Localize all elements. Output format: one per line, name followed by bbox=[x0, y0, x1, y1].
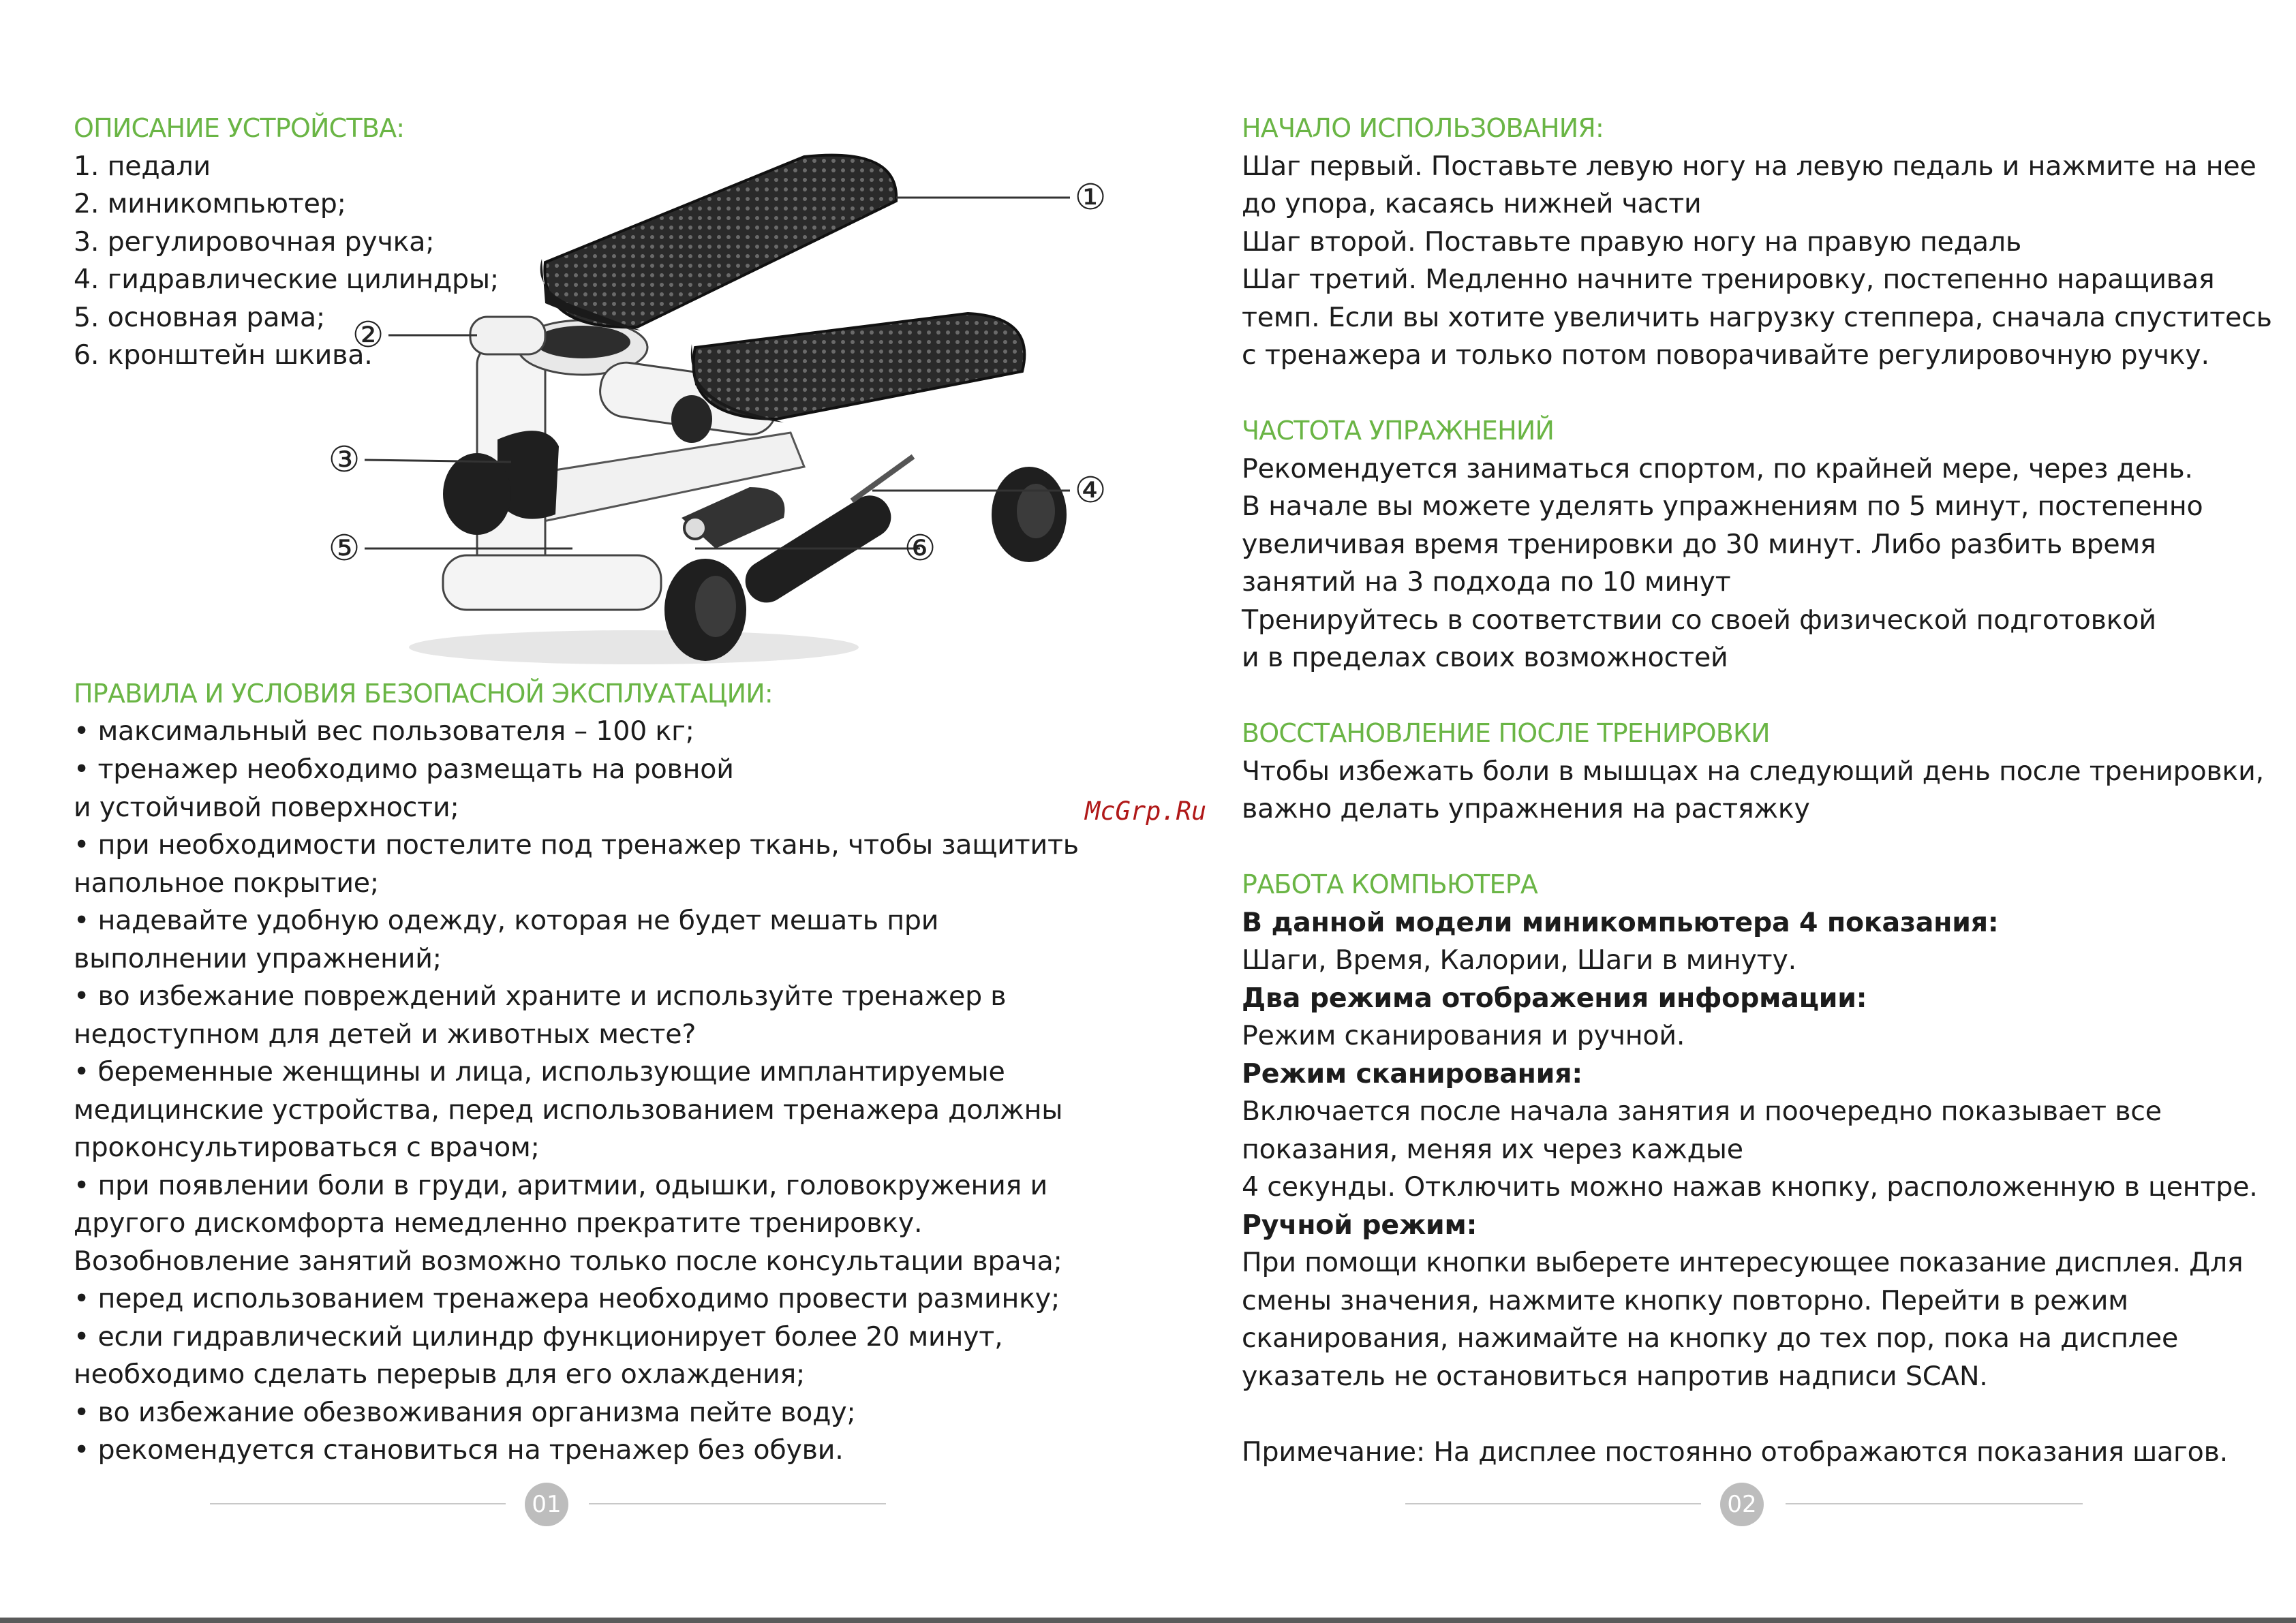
callout-1: ① bbox=[1074, 177, 1107, 218]
left-text-line: • перед использованием тренажера необходимо провести разминку; bbox=[74, 1283, 1060, 1314]
right-text-line: 4 секунды. Отключить можно нажав кнопку, расположенную в центре. bbox=[1242, 1171, 2258, 1203]
left-text-line: • во избежание обезвоживания организма пейте воду; bbox=[74, 1397, 856, 1428]
page-number-left: 01 bbox=[525, 1483, 568, 1526]
footer-rule-left-a bbox=[210, 1503, 506, 1504]
rear-tube bbox=[470, 317, 545, 354]
right-text-line: и в пределах своих возможностей bbox=[1242, 642, 1728, 673]
callout-6: ⑥ bbox=[904, 528, 936, 569]
right-text-line: Включается после начала занятия и поочередно показывает все bbox=[1242, 1096, 2162, 1127]
right-text-line: В начале вы можете уделять упражнениям по 5 минут, постепенно bbox=[1242, 491, 2203, 522]
right-text-line: Рекомендуется заниматься спортом, по крайней мере, через день. bbox=[1242, 453, 2193, 484]
right-text-line: Примечание: На дисплее постоянно отображаются показания шагов. bbox=[1242, 1436, 2229, 1468]
left-text-line: другого дискомфорта немедленно прекратите тренировку. bbox=[74, 1207, 923, 1239]
right-text-line: смены значения, нажмите кнопку повторно. Перейти в режим bbox=[1242, 1285, 2128, 1316]
callout-3: ③ bbox=[328, 439, 361, 480]
left-text-line: медицинские устройства, перед использованием тренажера должны bbox=[74, 1094, 1063, 1126]
left-text-line: выполнении упражнений; bbox=[74, 943, 442, 974]
right-text-line: указатель не остановиться напротив надписи SCAN. bbox=[1242, 1361, 1988, 1392]
right-text-line: Режим сканирования: bbox=[1242, 1058, 1582, 1089]
left-text-line: • надевайте удобную одежду, которая не будет мешать при bbox=[74, 905, 939, 936]
footer-rule-right-b bbox=[1786, 1503, 2083, 1504]
watermark: McGrp.Ru bbox=[1085, 797, 1207, 826]
callout-2: ② bbox=[352, 315, 384, 356]
right-heading: ВОССТАНОВЛЕНИЕ ПОСЛЕ ТРЕНИРОВКИ bbox=[1242, 718, 1770, 748]
left-heading: ОПИСАНИЕ УСТРОЙСТВА: bbox=[74, 113, 405, 143]
left-heading: ПРАВИЛА И УСЛОВИЯ БЕЗОПАСНОЙ ЭКСПЛУАТАЦИИ: bbox=[74, 679, 773, 709]
footer-rule-left-b bbox=[589, 1503, 886, 1504]
callout-5: ⑤ bbox=[328, 528, 361, 569]
left-text-line: 3. регулировочная ручка; bbox=[74, 226, 435, 258]
right-text-line: увеличивая время тренировки до 30 минут. Либо разбить время bbox=[1242, 529, 2156, 560]
right-text-line: показания, меняя их через каждые bbox=[1242, 1134, 1743, 1165]
left-text-line: 5. основная рама; bbox=[74, 302, 325, 333]
right-text-line: занятий на 3 подхода по 10 минут bbox=[1242, 566, 1731, 598]
right-text-line: с тренажера и только потом поворачивайте регулировочную ручку. bbox=[1242, 339, 2209, 371]
pedal-left bbox=[545, 155, 896, 328]
right-text-line: В данной модели миникомпьютера 4 показания: bbox=[1242, 907, 1999, 938]
floor-shadow bbox=[409, 630, 859, 664]
stepper-illustration bbox=[313, 146, 1213, 678]
left-text-line: 4. гидравлические цилиндры; bbox=[74, 264, 499, 295]
left-text-line: • тренажер необходимо размещать на ровной bbox=[74, 754, 734, 785]
right-text-line: темп. Если вы хотите увеличить нагрузку степпера, сначала спуститесь bbox=[1242, 302, 2272, 333]
left-text-line: напольное покрытие; bbox=[74, 867, 380, 899]
callout-4: ④ bbox=[1074, 470, 1107, 511]
right-text-line: Чтобы избежать боли в мышцах на следующий день после тренировки, bbox=[1242, 756, 2264, 787]
foot-rear bbox=[443, 453, 511, 535]
right-text-line: Режим сканирования и ручной. bbox=[1242, 1020, 1685, 1051]
bottom-band bbox=[0, 1618, 2296, 1623]
footer-rule-right-a bbox=[1405, 1503, 1701, 1504]
right-text-line: до упора, касаясь нижней части bbox=[1242, 188, 1702, 219]
right-text-line: При помощи кнопки выберете интересующее показание дисплея. Для bbox=[1242, 1247, 2244, 1278]
left-text-line: • рекомендуется становиться на тренажер без обуви. bbox=[74, 1434, 844, 1466]
frame-base bbox=[443, 555, 661, 610]
right-text-line: Ручной режим: bbox=[1242, 1209, 1478, 1241]
left-text-line: 1. педали bbox=[74, 151, 211, 182]
left-text-line: • при необходимости постелите под тренажер ткань, чтобы защитить bbox=[74, 829, 1079, 861]
left-text-line: и устойчивой поверхности; bbox=[74, 792, 459, 823]
right-text-line: Тренируйтесь в соответствии со своей физической подготовкой bbox=[1242, 604, 2156, 636]
left-text-line: • если гидравлический цилиндр функционирует более 20 минут, bbox=[74, 1321, 1003, 1352]
right-text-line: Два режима отображения информации: bbox=[1242, 983, 1867, 1014]
right-text-line: Шаг первый. Поставьте левую ногу на левую педаль и нажмите на нее bbox=[1242, 151, 2256, 182]
left-text-line: • максимальный вес пользователя – 100 кг; bbox=[74, 715, 694, 747]
right-text-line: сканирования, нажимайте на кнопку до тех пор, пока на дисплее bbox=[1242, 1323, 2179, 1354]
left-text-line: • беременные женщины и лица, использующие имплантируемые bbox=[74, 1056, 1005, 1087]
left-text-line: 6. кронштейн шкива. bbox=[74, 339, 373, 371]
page-number-right: 02 bbox=[1720, 1483, 1764, 1526]
left-text-line: 2. миникомпьютер; bbox=[74, 188, 346, 219]
left-text-line: проконсультироваться с врачом; bbox=[74, 1132, 540, 1163]
right-heading: ЧАСТОТА УПРАЖНЕНИЙ bbox=[1242, 416, 1555, 446]
right-text-line: Шаг третий. Медленно начните тренировку, постепенно наращивая bbox=[1242, 264, 2215, 295]
left-text-line: Возобновление занятий возможно только после консультации врача; bbox=[74, 1246, 1062, 1277]
pedal-right bbox=[694, 313, 1025, 419]
right-text-line: Шаги, Время, Калории, Шаги в минуту. bbox=[1242, 944, 1796, 976]
right-text-line: важно делать упражнения на растяжку bbox=[1242, 793, 1810, 824]
right-heading: НАЧАЛО ИСПОЛЬЗОВАНИЯ: bbox=[1242, 113, 1604, 143]
right-text-line: Шаг второй. Поставьте правую ногу на правую педаль bbox=[1242, 226, 2022, 258]
left-text-line: необходимо сделать перерыв для его охлаждения; bbox=[74, 1359, 806, 1390]
left-text-line: • при появлении боли в груди, аритмии, одышки, головокружения и bbox=[74, 1170, 1047, 1201]
left-text-line: • во избежание повреждений храните и используйте тренажер в bbox=[74, 980, 1007, 1012]
left-text-line: недоступном для детей и животных месте? bbox=[74, 1019, 697, 1050]
right-heading: РАБОТА КОМПЬЮТЕРА bbox=[1242, 869, 1538, 899]
